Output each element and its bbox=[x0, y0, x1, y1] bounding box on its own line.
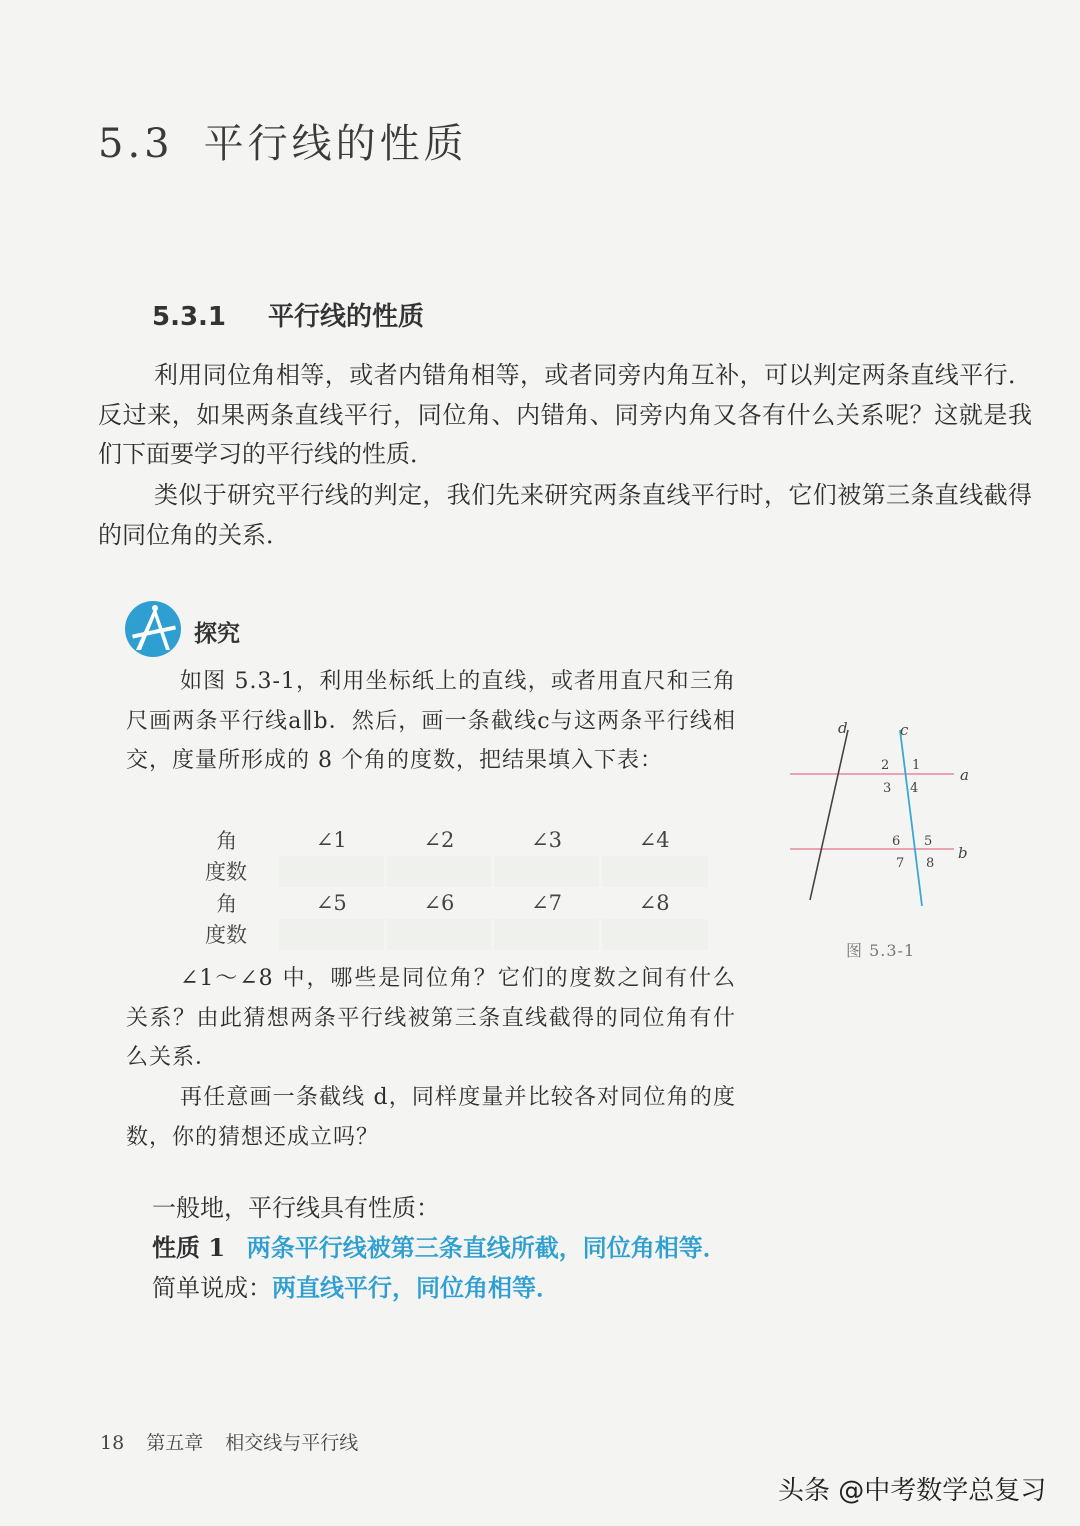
table-cell bbox=[278, 919, 386, 951]
table-cell: ∠7 bbox=[531, 890, 563, 915]
footer-chapter-title: 相交线与平行线 bbox=[225, 1432, 359, 1454]
angle-label: 8 bbox=[926, 856, 935, 871]
table-cell: ∠3 bbox=[531, 827, 563, 852]
figure-caption: 图 5.3-1 bbox=[846, 941, 916, 960]
table-cell bbox=[493, 856, 601, 888]
section-title bbox=[152, 296, 424, 333]
label-d: d bbox=[838, 719, 848, 737]
property-label: 性质 1 bbox=[152, 1233, 226, 1262]
angle-label: 1 bbox=[912, 758, 921, 773]
property-short bbox=[152, 1268, 560, 1303]
table-cell: ∠4 bbox=[638, 827, 670, 852]
table-cell: ∠6 bbox=[423, 890, 455, 915]
table-cell bbox=[493, 919, 601, 951]
page-footer bbox=[100, 1428, 380, 1455]
table-cell: ∠5 bbox=[315, 890, 347, 915]
table-cell bbox=[385, 919, 493, 951]
explore-paragraph-2: ∠1～∠8 中，哪些是同位角？它们的度数之间有什么关系？由此猜想两条平行线被第三条直线截得的同位角有什么关系． bbox=[126, 966, 736, 1070]
compass-ruler-icon bbox=[124, 600, 182, 658]
chapter-title bbox=[98, 112, 468, 169]
intro-paragraph-2: 类似于研究平行线的判定，我们先来研究两条直线平行时，它们被第三条直线截得的同位角的关系． bbox=[98, 481, 1032, 549]
intro-paragraph-1: 利用同位角相等，或者内错角相等，或者同旁内角互补，可以判定两条直线平行．反过来，如果两条直线平行，同位角、内错角、同旁内角又各有什么关系呢？这就是我们下面要学习的平行线的性质． bbox=[98, 361, 1032, 468]
short-prefix: 简单说成： bbox=[152, 1274, 272, 1302]
label-c: c bbox=[900, 721, 909, 739]
angle-label: 3 bbox=[883, 781, 892, 796]
line-c bbox=[900, 730, 922, 906]
figure-5-3-1 bbox=[786, 718, 986, 918]
explore-label: 探究 bbox=[194, 621, 240, 647]
table-cell: ∠1 bbox=[315, 827, 347, 852]
table-row bbox=[176, 919, 708, 951]
row-label: 度数 bbox=[205, 923, 247, 948]
row-label: 角 bbox=[216, 828, 238, 853]
section-heading: 平行线的性质 bbox=[268, 302, 425, 332]
label-b: b bbox=[958, 844, 968, 862]
row-label: 度数 bbox=[205, 860, 247, 885]
property-statement: 两条平行线被第三条直线所截，同位角相等． bbox=[246, 1234, 727, 1262]
angle-table bbox=[176, 824, 708, 950]
property-intro: 一般地，平行线具有性质： bbox=[152, 1194, 440, 1222]
table-row bbox=[176, 824, 708, 856]
table-cell bbox=[278, 856, 386, 888]
explore-paragraph-3: 再任意画一条截线 d，同样度量并比较各对同位角的度数，你的猜想还成立吗？ bbox=[126, 1085, 736, 1150]
table-cell bbox=[385, 856, 493, 888]
table-cell bbox=[600, 856, 708, 888]
short-statement: 两直线平行，同位角相等． bbox=[272, 1274, 560, 1302]
explore-paragraph-1: 如图 5.3-1，利用坐标纸上的直线，或者用直尺和三角尺画两条平行线a∥b．然后，画一条截线c与这两条平行线相交，度量所形成的 8 个角的度数，把结果填入下表： bbox=[126, 669, 736, 773]
angle-label: 5 bbox=[924, 834, 933, 849]
property-1 bbox=[152, 1228, 727, 1263]
chapter-number: 5.3 bbox=[98, 121, 174, 167]
angle-label: 6 bbox=[892, 834, 901, 849]
page-number: 18 bbox=[100, 1432, 125, 1454]
table-row bbox=[176, 887, 708, 919]
watermark: 头条 @中考数学总复习 bbox=[778, 1476, 1047, 1506]
angle-label: 2 bbox=[881, 758, 890, 773]
table-cell bbox=[600, 919, 708, 951]
table-cell: ∠2 bbox=[423, 827, 455, 852]
section-number: 5.3.1 bbox=[152, 302, 227, 332]
row-label: 角 bbox=[216, 891, 238, 916]
label-a: a bbox=[960, 766, 969, 784]
table-row bbox=[176, 856, 708, 888]
line-d bbox=[810, 730, 848, 900]
angle-label: 4 bbox=[910, 781, 919, 796]
table-cell: ∠8 bbox=[638, 890, 670, 915]
footer-chapter: 第五章 bbox=[146, 1432, 204, 1454]
chapter-heading: 平行线的性质 bbox=[203, 121, 468, 167]
angle-label: 7 bbox=[896, 856, 905, 871]
